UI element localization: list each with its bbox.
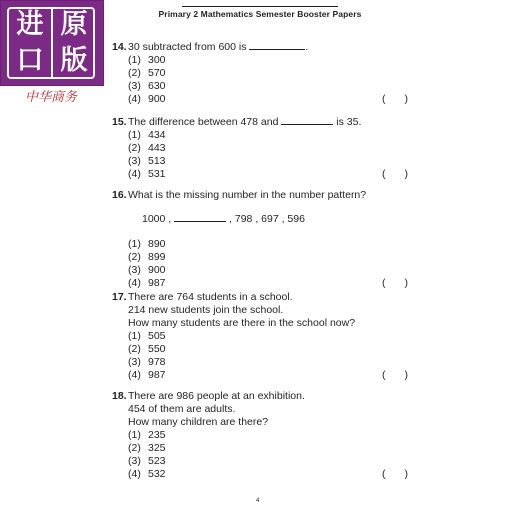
option-key: (1) bbox=[128, 129, 141, 141]
question-17 bbox=[112, 291, 432, 382]
import-original-badge bbox=[0, 0, 104, 86]
option-value: 978 bbox=[148, 356, 166, 368]
option-key: (4) bbox=[128, 168, 141, 180]
option-key: (3) bbox=[128, 264, 141, 276]
question-stem bbox=[112, 390, 432, 403]
option-value: 987 bbox=[148, 277, 166, 289]
option-value: 443 bbox=[148, 142, 166, 154]
option-value: 434 bbox=[148, 129, 166, 141]
option-value: 505 bbox=[148, 330, 166, 342]
page-header: Primary 2 Mathematics Semester Booster Papers bbox=[158, 9, 362, 19]
option-value: 513 bbox=[148, 155, 166, 167]
question-stem bbox=[112, 40, 432, 54]
option-value: 890 bbox=[148, 238, 166, 250]
option-value: 987 bbox=[148, 369, 166, 381]
answer-bracket[interactable] bbox=[382, 277, 408, 290]
option-row bbox=[112, 129, 432, 142]
option-row bbox=[112, 455, 432, 468]
question-number: 16. bbox=[112, 189, 127, 201]
stem-text: 454 of them are adults. bbox=[128, 403, 236, 415]
option-key: (2) bbox=[128, 343, 141, 355]
option-value: 325 bbox=[148, 442, 166, 454]
pattern-start: 1000 , bbox=[142, 213, 172, 225]
bracket-open: ( bbox=[382, 168, 386, 180]
option-row bbox=[112, 429, 432, 442]
stem-text: 30 subtracted from 600 is bbox=[128, 41, 247, 53]
option-key: (2) bbox=[128, 442, 141, 454]
stem-text: How many children are there? bbox=[128, 416, 269, 428]
option-row bbox=[112, 343, 432, 356]
question-stem bbox=[112, 291, 432, 304]
bracket-close: ) bbox=[404, 277, 408, 289]
option-key: (1) bbox=[128, 54, 141, 66]
question-stem bbox=[112, 189, 432, 202]
option-row bbox=[112, 80, 432, 93]
option-key: (3) bbox=[128, 356, 141, 368]
option-row bbox=[112, 54, 432, 67]
option-row bbox=[112, 277, 432, 290]
option-value: 900 bbox=[148, 93, 166, 105]
bracket-open: ( bbox=[382, 277, 386, 289]
badge-char: 原 bbox=[60, 9, 88, 40]
bracket-open: ( bbox=[382, 369, 386, 381]
answer-bracket[interactable] bbox=[382, 468, 408, 481]
option-value: 531 bbox=[148, 168, 166, 180]
option-row bbox=[112, 238, 432, 251]
option-key: (1) bbox=[128, 429, 141, 441]
option-key: (2) bbox=[128, 251, 141, 263]
bracket-close: ) bbox=[404, 369, 408, 381]
badge-char: 口 bbox=[16, 45, 44, 76]
option-value: 300 bbox=[148, 54, 166, 66]
option-key: (2) bbox=[128, 67, 141, 79]
option-row bbox=[112, 369, 432, 382]
stem-text: What is the missing number in the number pattern? bbox=[128, 189, 367, 201]
option-row bbox=[112, 142, 432, 155]
option-key: (2) bbox=[128, 142, 141, 154]
question-16 bbox=[112, 189, 432, 290]
option-key: (4) bbox=[128, 468, 141, 480]
question-15 bbox=[112, 115, 432, 181]
bracket-close: ) bbox=[404, 168, 408, 180]
option-row bbox=[112, 155, 432, 168]
stem-text: is 35. bbox=[336, 116, 362, 128]
page-number: 4 bbox=[256, 498, 260, 504]
option-key: (4) bbox=[128, 277, 141, 289]
stem-text: . bbox=[305, 41, 309, 53]
stem-text: How many students are there in the school now? bbox=[128, 317, 356, 329]
bracket-close: ) bbox=[404, 93, 408, 105]
stem-text: 214 new students join the school. bbox=[128, 304, 284, 316]
option-key: (1) bbox=[128, 238, 141, 250]
answer-blank[interactable] bbox=[249, 40, 305, 50]
answer-blank[interactable] bbox=[281, 115, 333, 125]
option-row bbox=[112, 442, 432, 455]
question-number: 17. bbox=[112, 291, 127, 303]
question-number: 14. bbox=[112, 41, 127, 53]
header-rule bbox=[182, 6, 338, 7]
option-value: 235 bbox=[148, 429, 166, 441]
option-value: 523 bbox=[148, 455, 166, 467]
option-key: (4) bbox=[128, 369, 141, 381]
option-key: (3) bbox=[128, 80, 141, 92]
option-value: 900 bbox=[148, 264, 166, 276]
number-pattern bbox=[112, 212, 432, 226]
option-row bbox=[112, 67, 432, 80]
stem-text: The difference between 478 and bbox=[128, 116, 279, 128]
question-number: 15. bbox=[112, 116, 127, 128]
option-row bbox=[112, 330, 432, 343]
question-stem bbox=[112, 115, 432, 129]
bracket-open: ( bbox=[382, 93, 386, 105]
badge-char: 版 bbox=[60, 45, 88, 76]
stem-text: There are 764 students in a school. bbox=[128, 291, 293, 303]
answer-blank[interactable] bbox=[174, 212, 226, 222]
option-value: 570 bbox=[148, 67, 166, 79]
option-value: 532 bbox=[148, 468, 166, 480]
question-18 bbox=[112, 390, 432, 481]
option-row bbox=[112, 356, 432, 369]
question-number: 18. bbox=[112, 390, 127, 402]
badge-char: 进 bbox=[16, 9, 44, 40]
bracket-open: ( bbox=[382, 468, 386, 480]
option-key: (1) bbox=[128, 330, 141, 342]
publisher-logo-text: 中华商务 bbox=[24, 90, 77, 105]
pattern-rest: , 798 , 697 , 596 bbox=[229, 213, 305, 225]
option-row bbox=[112, 468, 432, 481]
answer-bracket[interactable] bbox=[382, 369, 408, 382]
option-row bbox=[112, 251, 432, 264]
option-value: 550 bbox=[148, 343, 166, 355]
answer-bracket[interactable] bbox=[382, 93, 408, 106]
stem-text: There are 986 people at an exhibition. bbox=[128, 390, 305, 402]
option-row bbox=[112, 93, 432, 106]
option-key: (3) bbox=[128, 455, 141, 467]
option-row bbox=[112, 264, 432, 277]
option-key: (4) bbox=[128, 93, 141, 105]
answer-bracket[interactable] bbox=[382, 168, 408, 181]
option-value: 899 bbox=[148, 251, 166, 263]
option-row bbox=[112, 168, 432, 181]
bracket-close: ) bbox=[404, 468, 408, 480]
option-value: 630 bbox=[148, 80, 166, 92]
option-key: (3) bbox=[128, 155, 141, 167]
question-14 bbox=[112, 40, 432, 106]
